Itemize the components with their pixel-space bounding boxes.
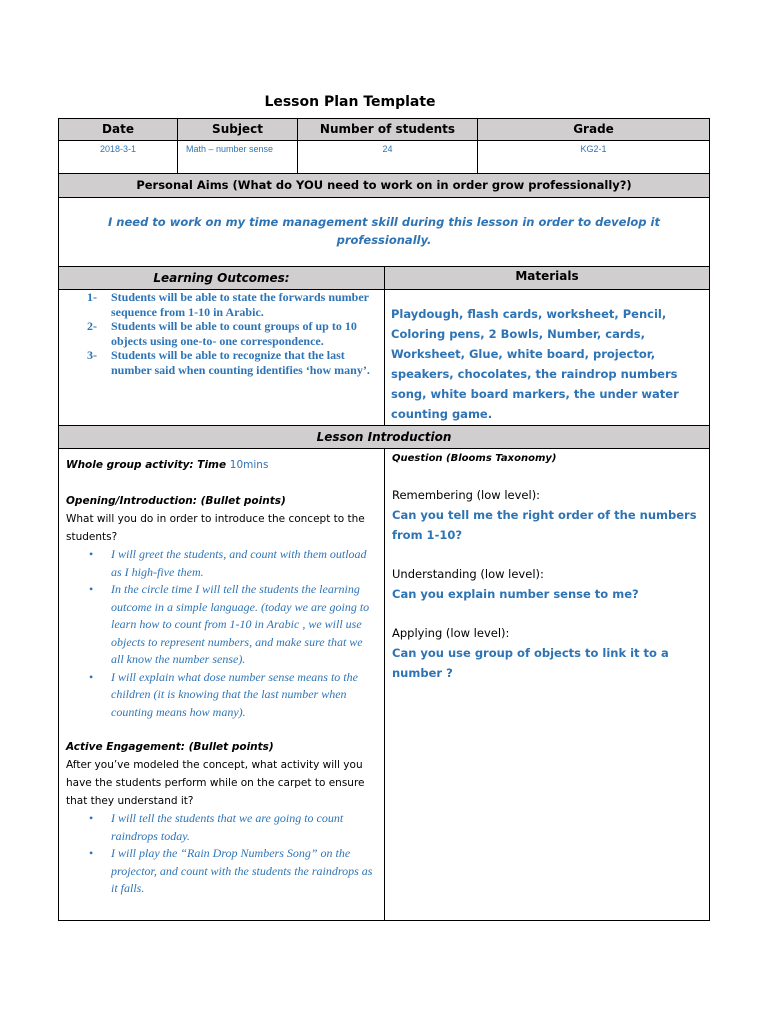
subject-cell [177,140,298,174]
lesson-intro-left-cell [58,448,385,921]
learning-outcomes-header [58,266,385,290]
date-value: 2018-3-1 [99,144,137,154]
whole-group-line [66,456,378,474]
date-header [58,118,178,141]
lesson-intro-right-cell [384,448,710,921]
personal-aims-header [58,173,710,198]
students-cell [297,140,478,174]
materials-text: Playdough, flash cards, worksheet, Pencil, Coloring pens, 2 Bowls, Number, cards, Worksheet, Glue, white board, projector, speakers, chocolates, the raindrop numbers song, white board markers, the under water counting game. [391,307,679,421]
students-value: 24 [382,144,393,154]
engagement-item: • I will tell the students that we are going to count raindrops today. [111,810,378,845]
opening-question: What will you do in order to introduce the concept to the students? [66,513,365,543]
date-header-label: Date [102,122,134,136]
materials-cell [384,289,710,426]
whole-group-label: Whole group activity: Time [66,459,230,471]
engagement-question: After you’ve modeled the concept, what activity will you have the students perform while on the carpet to ensure that they understand it? [66,759,365,807]
grade-header [477,118,710,141]
lesson-intro-heading: Lesson Introduction [316,430,452,444]
date-cell [58,140,178,174]
grade-value: KG2-1 [580,144,607,154]
remembering-question: Can you tell me the right order of the numbers from 1-10? [392,508,697,542]
engagement-label: Active Engagement: (Bullet points) [66,741,274,753]
opening-item: • In the circle time I will tell the students the learning outcome in a simple language. (today we are going to learn how to count from 1-10 in Arabic , we will use objects to represent numbers, and make sure that we all know the number sense). [111,581,378,669]
personal-aims-heading: Personal Aims (What do YOU need to work on in order grow professionally?) [136,178,632,192]
outcome-item: Students will be able to state the forwards number sequence from 1-10 in Arabic. [111,290,369,319]
opening-label: Opening/Introduction: (Bullet points) [66,495,286,507]
subject-header [177,118,298,141]
personal-aims-cell [58,197,710,267]
opening-item: • I will greet the students, and count with them outload as I high-five them. [111,546,378,581]
engagement-item: • I will play the “Rain Drop Numbers Song” on the projector, and count with the students the raindrops as it falls. [111,845,378,898]
engagement-list [66,810,378,898]
applying-label: Applying (low level): [392,626,510,640]
whole-group-time: 10mins [229,459,269,471]
subject-header-label: Subject [212,122,263,136]
applying-question: Can you use group of objects to link it to a number ? [392,646,669,680]
grade-header-label: Grade [573,122,614,136]
outcome-item: Students will be able to recognize that the last number said when counting identifies ‘how many’. [111,348,370,377]
lesson-intro-header [58,425,710,449]
learning-outcomes-heading: Learning Outcomes: [153,271,290,285]
materials-header [384,266,710,290]
outcome-item: Students will be able to count groups of up to 10 objects using one-to- one correspondence. [111,319,357,348]
understanding-label: Understanding (low level): [392,567,544,581]
personal-aims-text: I need to work on my time management skill during this lesson in order to develop it professionally. [108,215,660,247]
understanding-question: Can you explain number sense to me? [392,587,639,601]
students-header [297,118,478,141]
materials-heading: Materials [515,269,579,283]
opening-list [66,546,378,721]
question-heading: Question (Blooms Taxonomy) [392,453,557,464]
learning-outcomes-cell [58,289,385,426]
remembering-label: Remembering (low level): [392,488,541,502]
grade-cell [477,140,710,174]
opening-item: • I will explain what dose number sense means to the children (it is knowing that the last number when counting means how many). [111,669,378,722]
outcomes-list [59,290,370,377]
subject-value: Math – number sense [186,144,274,154]
students-header-label: Number of students [319,122,456,136]
page-title: Lesson Plan Template [264,94,436,110]
